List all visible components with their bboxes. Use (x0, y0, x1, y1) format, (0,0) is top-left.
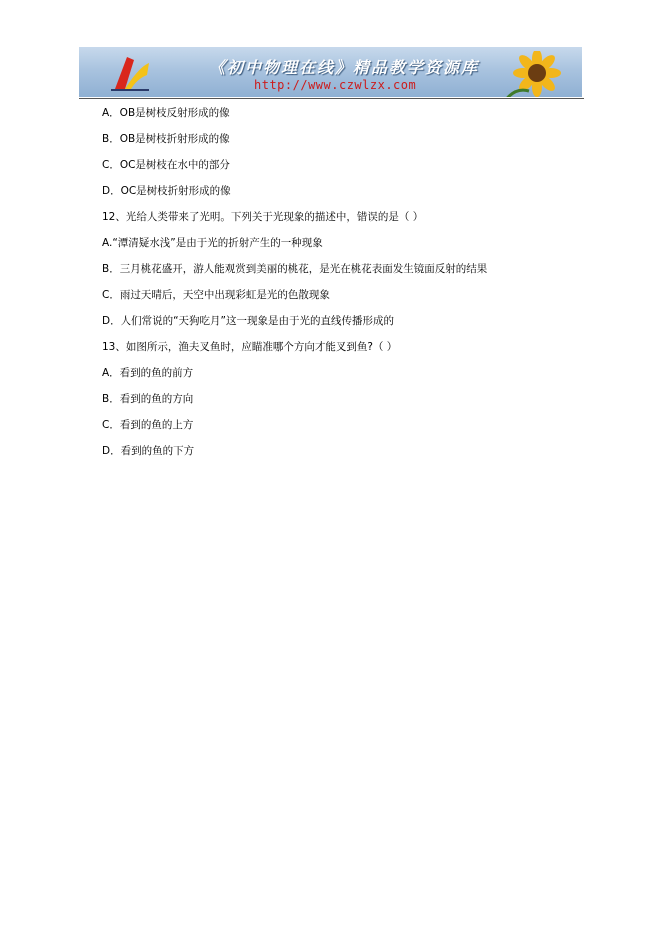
header-divider (79, 98, 584, 99)
option-line: A．看到的鱼的前方 (102, 367, 194, 379)
option-line: A．OB是树枝反射形成的像 (102, 107, 230, 119)
option-line: C．OC是树枝在水中的部分 (102, 159, 230, 171)
sunflower-icon (499, 51, 569, 97)
header-banner (79, 47, 582, 97)
banner-url[interactable]: http://www.czwlzx.com (254, 78, 417, 92)
option-line: C．雨过天晴后，天空中出现彩虹是光的色散现象 (102, 289, 330, 301)
banner-title: 《初中物理在线》精品教学资源库 (209, 58, 480, 77)
question-13: 13、如图所示，渔夫叉鱼时，应瞄准哪个方向才能叉到鱼?（ ） (102, 341, 398, 353)
option-line: A.“潭清疑水浅”是由于光的折射产生的一种现象 (102, 237, 323, 249)
option-line: B．OB是树枝折射形成的像 (102, 133, 230, 145)
question-content (102, 104, 582, 468)
option-line: D．OC是树枝折射形成的像 (102, 185, 231, 197)
option-line: D．看到的鱼的下方 (102, 445, 195, 457)
option-line: B．三月桃花盛开，游人能观赏到美丽的桃花，是光在桃花表面发生镜面反射的结果 (102, 263, 488, 275)
question-12: 12、光给人类带来了光明。下列关于光现象的描述中，错误的是（ ） (102, 211, 424, 223)
option-line: D．人们常说的“天狗吃月”这一现象是由于光的直线传播形成的 (102, 315, 394, 327)
option-line: B．看到的鱼的方向 (102, 393, 194, 405)
option-line: C．看到的鱼的上方 (102, 419, 194, 431)
site-logo-icon (107, 53, 151, 93)
